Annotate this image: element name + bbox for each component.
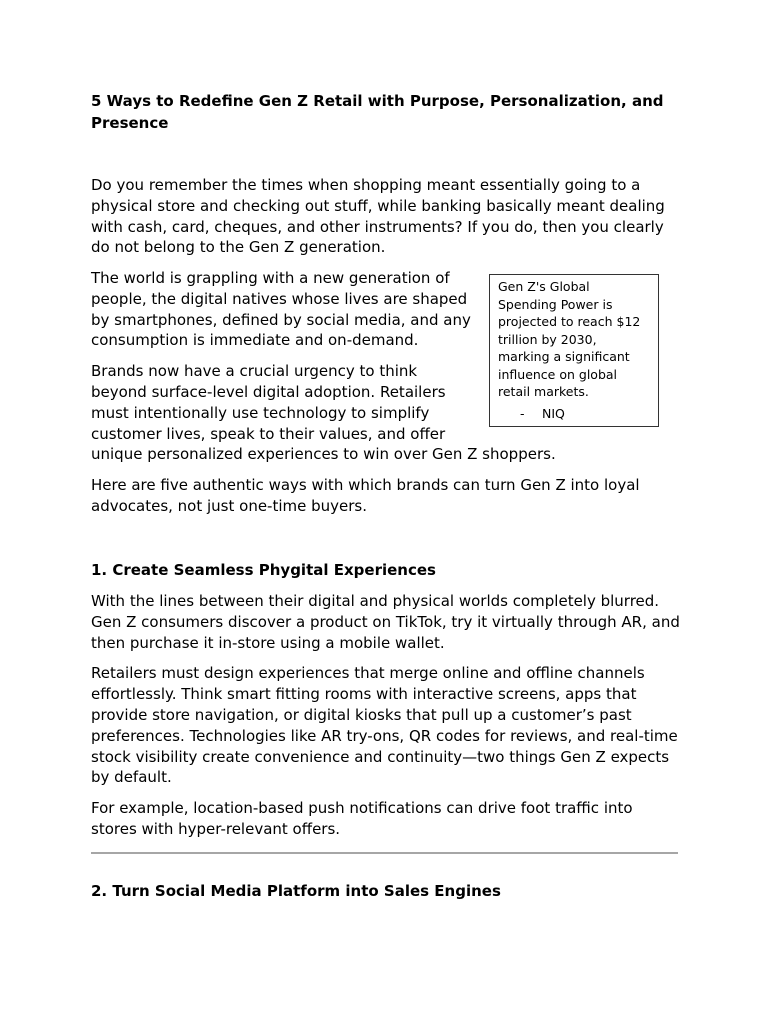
body-paragraph: The world is grappling with a new generation of people, the digital natives whose lives are shaped by smartphones, defined by social media, and any consumption is immediate and on-demand. xyxy=(91,269,471,350)
callout-dash: - xyxy=(520,405,525,421)
callout-source xyxy=(498,405,650,423)
intro-paragraph: Do you remember the times when shopping meant essentially going to a physical store and checking out stuff, while banking basically meant dealing with cash, card, cheques, and other instruments? If you do, then you clearly do not belong to the Gen Z generation. xyxy=(91,176,665,257)
statistic-callout-box xyxy=(489,274,659,427)
body-paragraph: Here are five authentic ways with which brands can turn Gen Z into loyal advocates, not just one-time buyers. xyxy=(91,476,640,515)
section-heading: 1. Create Seamless Phygital Experiences xyxy=(91,561,436,579)
body-with-callout xyxy=(91,268,681,527)
section-paragraph: With the lines between their digital and physical worlds completely blurred. Gen Z consumers discover a product on TikTok, try it virtually through AR, and then purchase it in-store using a mobile wallet. xyxy=(91,592,680,652)
section-2 xyxy=(91,881,681,901)
callout-source-name: NIQ xyxy=(542,405,565,421)
section-paragraph: For example, location-based push notifications can drive foot traffic into stores with hyper-relevant offers. xyxy=(91,799,633,838)
body-paragraph: Brands now have a crucial urgency to think beyond surface-level digital adoption. Retailers must intentionally use technology to simplify customer lives, speak to their values, and offer unique personalized experiences to win over Gen Z shoppers. xyxy=(91,362,556,464)
section-1 xyxy=(91,560,681,850)
section-paragraph: Retailers must design experiences that merge online and offline channels effortlessly. Think smart fitting rooms with interactive screens, apps that provide store navigation, or digital kiosks that pull up a customer’s past preferences. Technologies like AR try-ons, QR codes for reviews, and real-time stock visibility create convenience and continuity—two things Gen Z expects by default. xyxy=(91,664,678,787)
section-heading: 2. Turn Social Media Platform into Sales Engines xyxy=(91,882,501,900)
callout-text: Gen Z's Global Spending Power is projected to reach $12 trillion by 2030, marking a significant influence on global retail markets. xyxy=(498,279,641,399)
section-divider xyxy=(91,852,678,854)
article-title: 5 Ways to Redefine Gen Z Retail with Purpose, Personalization, and Presence xyxy=(91,92,664,132)
